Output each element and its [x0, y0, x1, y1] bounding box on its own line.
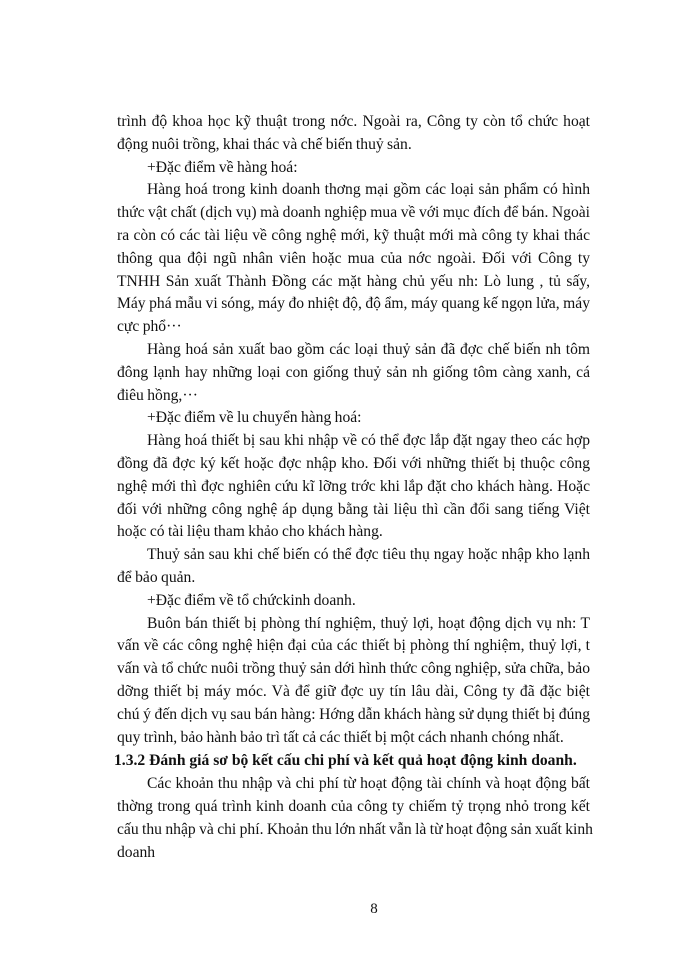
text-line: đối với những công nghệ áp dụng bằng tài liệu thì cần đổi sang tiếng Việt [117, 500, 590, 518]
text-line: quy trình, bảo hành bảo trì tất cả các thiết bị một cách nhanh chóng nhất. [117, 728, 564, 746]
text-line: cực phổ··· [117, 318, 182, 336]
text-line: động nuôi trồng, khai thác và chế biến thuỷ sản. [117, 135, 412, 153]
text-line: chú ý đến dịch vụ sau bán hàng: Hớng dẫn khách hàng sử dụng thiết bị đúng [117, 705, 590, 723]
text-line: thức vật chất (dịch vụ) mà doanh nghiệp mua về với mục đích để bán. Ngoài [117, 204, 590, 222]
page-number: 8 [370, 901, 378, 917]
text-line: vấn và tổ chức nuôi trồng thuỷ sản dới hình thức công nghiệp, sửa chữa, bảo [117, 660, 590, 678]
text-line: ra còn có các tài liệu về công nghệ mới, kỹ thuật mới mà công ty khai thác [117, 226, 590, 244]
text-line: hoặc có tài liệu tham khảo cho khách hàng. [117, 523, 383, 541]
text-line: đông lạnh hay những loại con giống thuỷ sản nh giống tôm càng xanh, cá [117, 363, 590, 381]
text-line: vấn về các công nghệ hiện đại của các thiết bị phòng thí nghiệm, thuỷ lợi, t [117, 637, 590, 655]
text-line: TNHH Sản xuất Thành Đồng các mặt hàng chủ yếu nh: Lò lung , tủ sấy, [117, 272, 590, 290]
text-line: điêu hồng,··· [117, 386, 198, 404]
text-line: trình độ khoa học kỹ thuật trong nớc. Ngoài ra, Công ty còn tổ chức hoạt [117, 113, 590, 130]
text-line: Hàng hoá trong kinh doanh thơng mại gồm các loại sản phẩm có hình [147, 181, 590, 199]
text-line: dỡng thiết bị máy móc. Và để giữ đợc uy tín lâu dài, Công ty đã đặc biệt [117, 682, 590, 700]
text-line: để bảo quản. [117, 568, 196, 586]
text-line: thờng trong quá trình kinh doanh của công ty chiếm tỷ trọng nhỏ trong kết [117, 798, 590, 816]
text-line: thông qua đội ngũ nhân viên hoặc mua của nớc ngoài. Đối với Công ty [117, 249, 590, 267]
text-line: doanh [117, 843, 156, 861]
section-label: +Đặc điểm về lu chuyển hàng hoá: [147, 409, 362, 427]
text-line: nghệ mới thì đợc nghiên cứu kĩ lỡng trớc khi lắp đặt cho khách hàng. Hoặc [117, 477, 590, 495]
text-line: Hàng hoá thiết bị sau khi nhập về có thể đợc lắp đặt ngay theo các hợp [147, 432, 590, 450]
text-line: Buôn bán thiết bị phòng thí nghiệm, thuỷ lợi, hoạt động dịch vụ nh: T [147, 614, 590, 632]
text-line: Máy phá mẫu vi sóng, máy đo nhiệt độ, độ ẩm, máy quang kế ngọn lửa, máy [117, 295, 590, 313]
text-line: đồng đã đợc ký kết hoặc đợc nhập kho. Đối với những thiết bị thuộc công [117, 454, 590, 472]
section-heading: 1.3.2 Đánh giá sơ bộ kết cấu chi phí và kết quả hoạt động kinh doanh. [114, 752, 577, 770]
text-line: Các khoản thu nhập và chi phí từ hoạt động tài chính và hoạt động bất [147, 775, 590, 793]
text-line: Thuỷ sản sau khi chế biến có thể đợc tiêu thụ ngay hoặc nhập kho lạnh [147, 546, 590, 564]
section-label: +Đặc điểm về hàng hoá: [147, 158, 298, 176]
body-text [114, 111, 593, 865]
section-label: +Đặc điểm về tổ chứckinh doanh. [147, 591, 356, 609]
text-line: cấu thu nhập và chi phí. Khoản thu lớn nhất vẫn là từ hoạt động sản xuất kinh [117, 820, 593, 838]
text-line: Hàng hoá sản xuất bao gồm các loại thuỷ sản đã đợc chế biến nh tôm [147, 340, 590, 358]
